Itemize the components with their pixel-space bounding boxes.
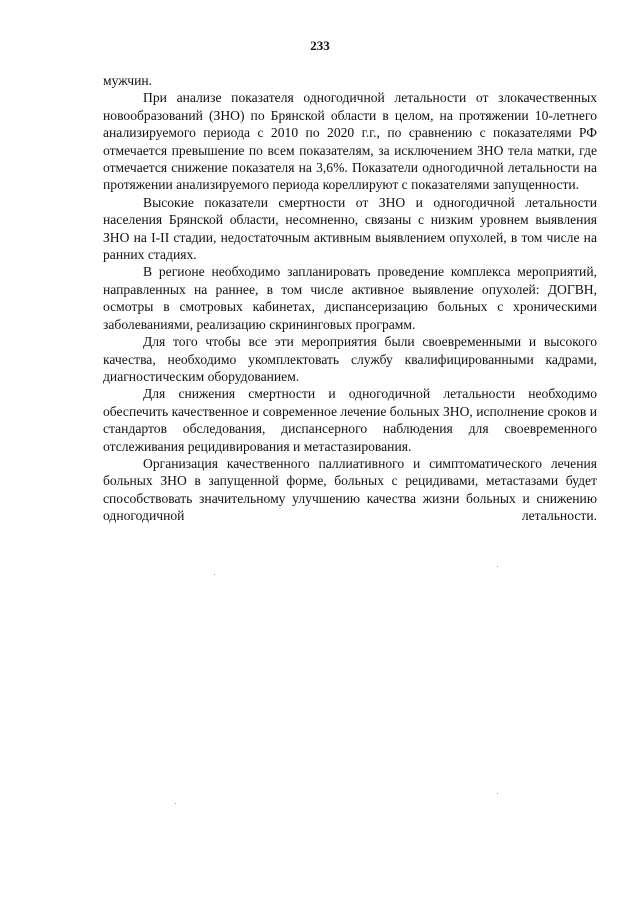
paragraph-mortality-analysis: При анализе показателя одногодичной летальности от злокачественных новообразований (ЗНО) по Брянской области в целом, на протяжении 10-летнего анализируемого периода с 2010 по 2020 г.г., по сравнению с показателями РФ отмечается превышение по всем показателям, за исключением ЗНО тела матки, где отмечается снижение показателя на 3,6%. Показатели одногодичной летальности на протяжении анализируемого периода кореллируют с показателями запущенности. [103, 90, 597, 193]
paragraph-palliative-care: Организация качественного паллиативного и симптоматического лечения больных ЗНО в запущенной форме, больных с рецидивами, метастазами будет способствовать значительному улучшению качества жизни больных и снижению одногодичной летальности. [103, 455, 597, 524]
paragraph-high-mortality: Высокие показатели смертности от ЗНО и одногодичной летальности населения Брянской области, несомненно, связаны с низким уровнем выявления ЗНО на I-II стадии, недостаточным активным выявлением опухолей, в том числе на ранних стадиях. [103, 194, 597, 263]
scan-speck [214, 574, 215, 575]
paragraph-staffing: Для того чтобы все эти мероприятия были своевременными и высокого качества, необходимо укомплектовать службу квалифицированными кадрами, диагностическим оборудованием. [103, 334, 597, 384]
scan-speck [497, 566, 498, 567]
paragraph-regional-measures: В регионе необходимо запланировать проведение комплекса мероприятий, направленных на раннее, в том числе активное выявление опухолей: ДОГВН, осмотры в смотровых кабинетах, диспансеризацию больных с хроническими заболеваниями, реализацию скрининговых программ. [103, 264, 597, 332]
paragraph-continuation: мужчин. [103, 73, 153, 88]
scan-speck [175, 803, 176, 804]
document-body [103, 72, 597, 525]
scan-speck [497, 793, 498, 794]
paragraph-treatment-quality: Для снижения смертности и одногодичной летальности необходимо обеспечить качественное и современное лечение больных ЗНО, исполнение сроков и стандартов обследования, диспансерного наблюдения для своевременного отслеживания рецидивирования и метастазирования. [103, 386, 597, 454]
page-number: 233 [310, 38, 330, 53]
